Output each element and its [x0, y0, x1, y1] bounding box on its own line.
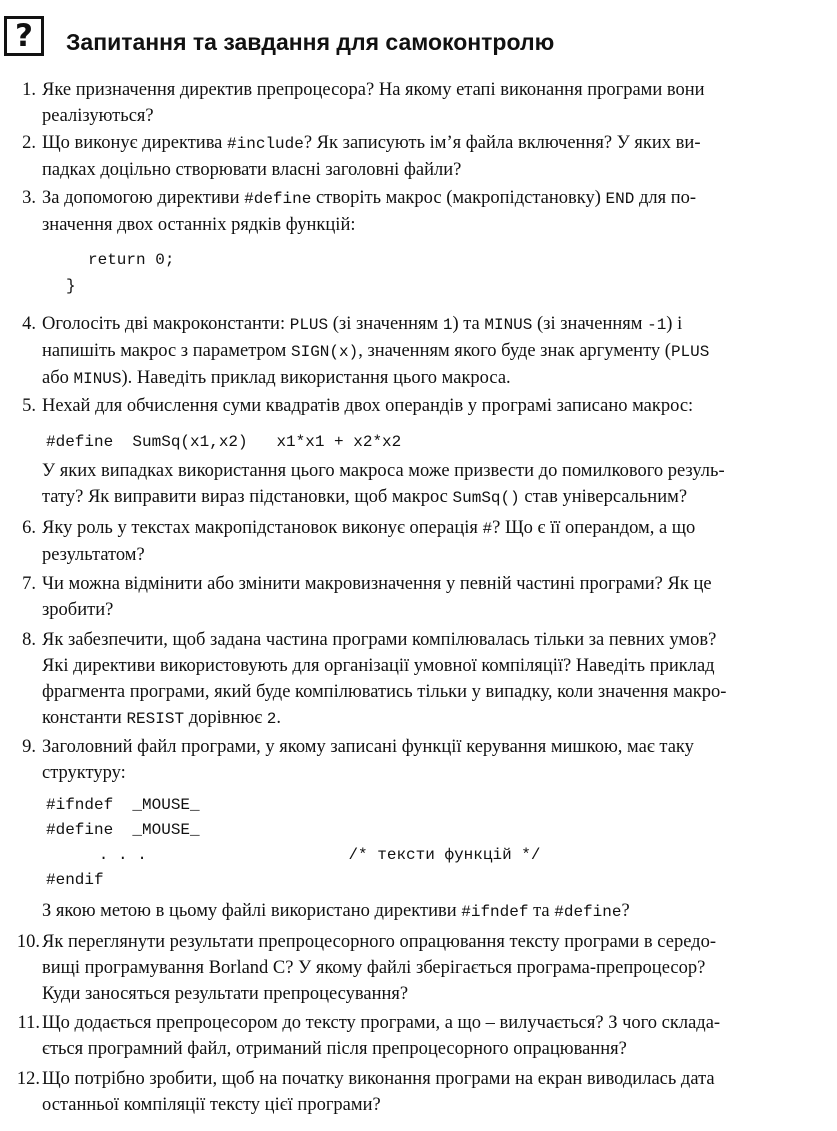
inline-code: MINUS	[484, 316, 533, 334]
question-text-line: Що потрібно зробити, щоб на початку виконання програми на екран виводилась дата	[42, 1069, 715, 1089]
question-number: 8.	[22, 630, 36, 650]
question-text-line: Куди заносяться результати препроцесування?	[42, 984, 409, 1004]
question-text-line: Які директиви використовують для організації умовної компіляції? Наведіть приклад	[42, 656, 715, 676]
question-mark-icon: ?	[4, 16, 44, 56]
question-12	[16, 1066, 812, 1118]
question-5	[22, 393, 812, 419]
question-text-line: Як забезпечити, щоб задана частина програми компілювалась тільки за певних умов?	[42, 630, 717, 650]
question-number: 11.	[17, 1013, 40, 1033]
question-text-line: З якою метою в цьому файлі використано директиви #ifndef та #define?	[42, 901, 630, 921]
code-line: #ifndef _MOUSE_	[46, 796, 200, 814]
question-text-line: структуру:	[42, 763, 126, 783]
question-10	[16, 929, 812, 1007]
code-line: }	[66, 277, 76, 295]
code-line: #endif	[46, 871, 104, 889]
inline-code: PLUS	[670, 343, 710, 361]
question-text-line: значення двох останніх рядків функцій:	[42, 215, 356, 235]
question-text-line: Яку роль у текстах макропідстановок виконує операція #? Що є її операндом, а що	[42, 518, 696, 538]
inline-code: #include	[227, 135, 304, 153]
question-1	[22, 77, 812, 129]
inline-code: #ifndef	[461, 903, 529, 921]
question-number: 5.	[22, 396, 36, 416]
question-text-line: або MINUS). Наведіть приклад використання цього макроса.	[42, 368, 511, 388]
inline-code: #define	[554, 903, 622, 921]
question-text-line: падках доцільно створювати власні заголовні файли?	[42, 160, 462, 180]
inline-code: #	[482, 520, 493, 538]
question-text-line: Нехай для обчислення суми квадратів двох операндів у програмі записано макрос:	[42, 396, 694, 416]
question-text-line: результатом?	[42, 545, 145, 565]
question-text-line: Заголовний файл програми, у якому записані функції керування мишкою, має таку	[42, 737, 694, 757]
question-text-line: фрагмента програми, який буде компілюватись тільки у випадку, коли значення макро-	[42, 682, 727, 702]
question-3	[22, 185, 812, 238]
question-text-line: реалізуються?	[42, 106, 154, 126]
question-number: 9.	[22, 737, 36, 757]
question-5-continued	[42, 458, 812, 511]
question-number: 6.	[22, 518, 36, 538]
question-2	[22, 130, 812, 183]
question-11	[17, 1010, 812, 1062]
question-text-line: зробити?	[42, 600, 114, 620]
code-line: #define _MOUSE_	[46, 821, 200, 839]
question-9	[22, 734, 812, 786]
question-text-line: Що додається препроцесором до тексту програми, а що – вилучається? З чого склада-	[42, 1013, 721, 1033]
section-heading: Запитання та завдання для самоконтролю	[66, 29, 555, 55]
question-number: 10.	[16, 932, 40, 952]
inline-code: 1	[442, 316, 453, 334]
question-number: 2.	[22, 133, 36, 153]
inline-code: PLUS	[289, 316, 329, 334]
question-text-line: напишіть макрос з параметром SIGN(x), значенням якого буде знак аргументу (PLUS	[42, 341, 710, 361]
question-text-line: Чи можна відмінити або змінити макровизначення у певній частині програми? Як це	[42, 574, 712, 594]
question-8	[22, 627, 812, 732]
question-text-line: За допомогою директиви #define створіть макрос (макропідстановку) END для по-	[42, 188, 697, 208]
inline-code: -1	[647, 316, 667, 334]
question-text-line: останньої компіляції тексту цієї програми?	[42, 1095, 381, 1115]
question-text-line: Оголосіть дві макроконстанти: PLUS (зі значенням 1) та MINUS (зі значенням -1) і	[42, 314, 683, 334]
inline-code: 2	[266, 710, 277, 728]
question-text-line: ється програмний файл, отриманий після препроцесорного опрацювання?	[42, 1039, 627, 1059]
question-number: 1.	[22, 80, 36, 100]
code-line: #define SumSq(x1,x2) x1*x1 + x2*x2	[46, 433, 402, 451]
inline-code: RESIST	[126, 710, 185, 728]
question-text-line: вищі програмування Borland C? У якому файлі зберігається програма-препроцесор?	[42, 958, 706, 978]
inline-code: #define	[244, 190, 312, 208]
question-number: 12.	[16, 1069, 40, 1089]
inline-code: SumSq()	[452, 489, 520, 507]
code-line: . . . /* тексти функцій */	[70, 846, 541, 864]
question-text-line: Що виконує директива #include? Як записують ім’я файла включення? У яких ви-	[42, 133, 701, 153]
question-number: 3.	[22, 188, 36, 208]
question-text-line: У яких випадках використання цього макроса може призвести до помилкового резуль-	[42, 461, 725, 481]
inline-code: MINUS	[73, 370, 122, 388]
question-6	[22, 515, 812, 568]
code-line: return 0;	[88, 251, 175, 269]
question-4	[22, 311, 812, 392]
question-text-line: Яке призначення директив препроцесора? На якому етапі виконання програми вони	[42, 80, 705, 100]
question-text-line: тату? Як виправити вираз підстановки, щоб макрос SumSq() став універсальним?	[42, 487, 688, 507]
question-text-line: Як переглянути результати препроцесорного опрацювання тексту програми в середо-	[42, 932, 716, 952]
question-7	[22, 571, 812, 623]
question-9-continued	[42, 898, 812, 925]
inline-code: END	[605, 190, 635, 208]
question-number: 4.	[22, 314, 36, 334]
inline-code: SIGN(x)	[291, 343, 359, 361]
question-number: 7.	[22, 574, 36, 594]
question-text-line: константи RESIST дорівнює 2.	[42, 708, 281, 728]
